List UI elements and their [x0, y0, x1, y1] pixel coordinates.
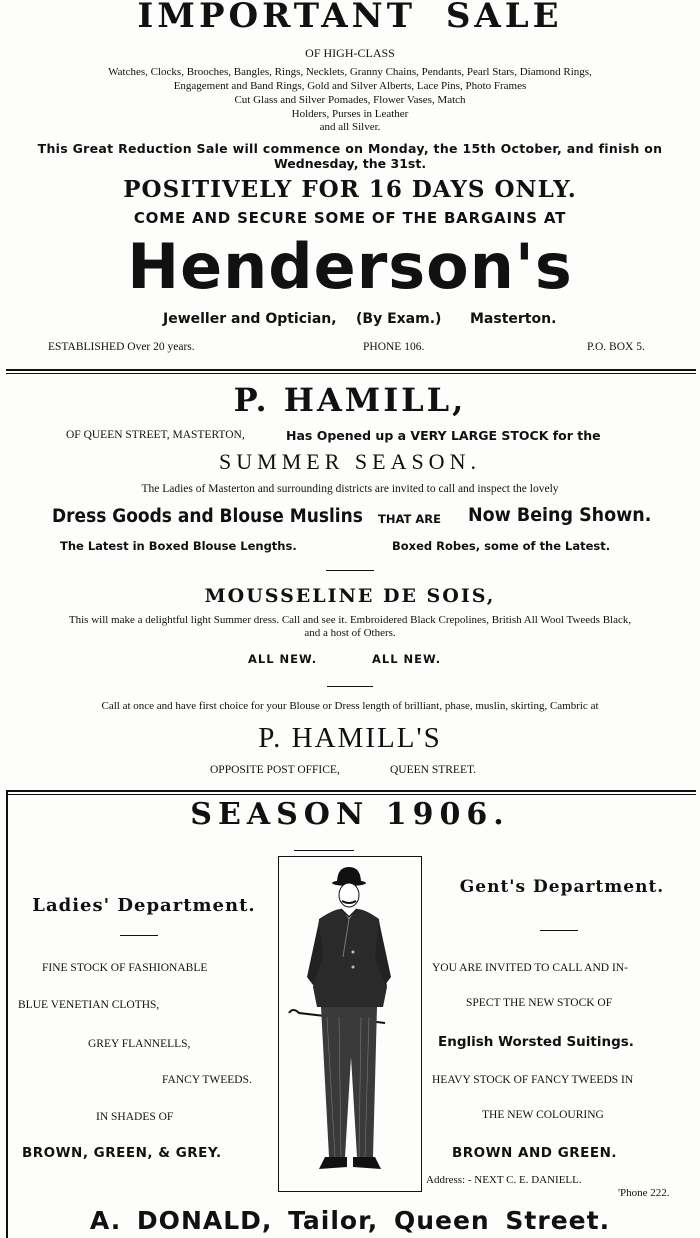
short-divider — [540, 930, 578, 931]
trade-text: Jeweller and Optician, — [163, 311, 337, 327]
ladies-line: IN SHADES OF — [96, 1111, 174, 1123]
sale-announcement-line: This Great Reduction Sale will commence on Monday, the 15th October, and finish on — [37, 141, 663, 156]
divider — [6, 794, 696, 795]
pobox-text: P.O. BOX 5. — [587, 341, 645, 353]
hamill-desc-line: This will make a delightful light Summer dress. Call and see it. Embroidered Black Crepolines, British All Wool Tweeds Black, — [68, 614, 632, 626]
sale-item-line: Engagement and Band Rings, Gold and Silver Alberts, Lace Pins, Photo Frames — [173, 80, 527, 92]
latest-line: The Latest in Boxed Blouse Lengths. — [60, 539, 297, 553]
divider — [6, 369, 696, 371]
sale-phone: PHONE 106. — [363, 341, 425, 353]
ladies-line: GREY FLANNELLS, — [88, 1038, 191, 1050]
days-line: POSITIVELY FOR 16 DAYS ONLY. — [123, 176, 577, 203]
short-divider — [326, 570, 374, 571]
hamill-opened: Has Opened up a VERY LARGE STOCK for the — [286, 428, 601, 443]
mousseline: MOUSSELINE DE SOIS, — [204, 585, 496, 607]
gents-heading: Gent's Department. — [459, 877, 665, 897]
ladies-line: FINE STOCK OF FASHIONABLE — [42, 962, 208, 974]
gents-line: YOU ARE INVITED TO CALL AND IN- — [432, 962, 628, 974]
sale-item-line: Watches, Clocks, Brooches, Bangles, Rings, Necklets, Granny Chains, Pendants, Pearl Stars, Diamond Rings, — [108, 66, 592, 78]
that-are: THAT ARE — [378, 512, 441, 526]
donald-phone: 'Phone 222. — [618, 1187, 670, 1199]
sale-item-line: Cut Glass and Silver Pomades, Flower Vases, Match — [234, 94, 466, 106]
divider — [6, 373, 696, 374]
donald-address: Address: - NEXT C. E. DANIELL. — [426, 1174, 582, 1186]
gents-colours: BROWN AND GREEN. — [452, 1145, 618, 1161]
come-line: COME AND SECURE SOME OF THE BARGAINS AT — [133, 209, 567, 227]
hamill-invite: The Ladies of Masterton and surrounding districts are invited to call and inspect the lovely — [141, 483, 559, 495]
ladies-colours: BROWN, GREEN, & GREY. — [22, 1145, 222, 1161]
short-divider — [294, 850, 354, 851]
all-new: ALL NEW. — [248, 652, 318, 666]
sale-item-line: and all Silver. — [319, 121, 381, 133]
short-divider — [327, 686, 373, 687]
hamill-name-2: P. HAMILL'S — [258, 722, 442, 754]
queen-text: QUEEN STREET. — [390, 764, 477, 776]
established-text: ESTABLISHED Over 20 years. — [48, 341, 195, 353]
gents-line: SPECT THE NEW STOCK OF — [466, 997, 613, 1009]
sale-announcement-line: Wednesday, the 31st. — [273, 156, 427, 171]
sale-subhead: OF HIGH-CLASS — [305, 46, 395, 60]
border-left — [6, 792, 8, 1238]
exam-text: (By Exam.) — [356, 311, 442, 327]
gentleman-figure — [279, 857, 420, 1190]
ladies-line: BLUE VENETIAN CLOTHS, — [18, 999, 160, 1011]
hamill-name: P. HAMILL, — [233, 381, 467, 419]
dress-goods: Dress Goods and Blouse Muslins — [52, 506, 363, 527]
boxed-line: Boxed Robes, some of the Latest. — [392, 539, 611, 553]
donald-footer: A. DONALD, Tailor, Queen Street. — [89, 1206, 611, 1235]
sale-headline: IMPORTANT SALE — [137, 0, 563, 36]
hamill-desc-line: and a host of Others. — [304, 627, 396, 639]
town-text: Masterton. — [470, 311, 557, 327]
hamill-season: SUMMER SEASON. — [219, 449, 481, 474]
now-shown: Now Being Shown. — [468, 504, 652, 526]
opposite-text: OPPOSITE POST OFFICE, — [210, 764, 340, 776]
ladies-heading: Ladies' Department. — [32, 895, 256, 916]
divider — [6, 790, 696, 792]
hamill-street-intro: OF QUEEN STREET, MASTERTON, — [66, 429, 245, 441]
gents-worsted: English Worsted Suitings. — [438, 1034, 634, 1050]
brand-name: Henderson's — [127, 230, 573, 303]
gents-line: HEAVY STOCK OF FANCY TWEEDS IN — [432, 1074, 634, 1086]
sale-item-line: Holders, Purses in Leather — [291, 108, 409, 120]
all-new: ALL NEW. — [372, 652, 442, 666]
hamill-call-line: Call at once and have first choice for your Blouse or Dress length of brilliant, phase, muslin, skirting, Cambric at — [101, 700, 599, 712]
season-title: SEASON 1906. — [190, 797, 510, 832]
ladies-line: FANCY TWEEDS. — [162, 1074, 252, 1086]
man-illustration — [278, 856, 422, 1192]
short-divider — [120, 935, 158, 936]
gents-line: THE NEW COLOURING — [482, 1109, 604, 1121]
